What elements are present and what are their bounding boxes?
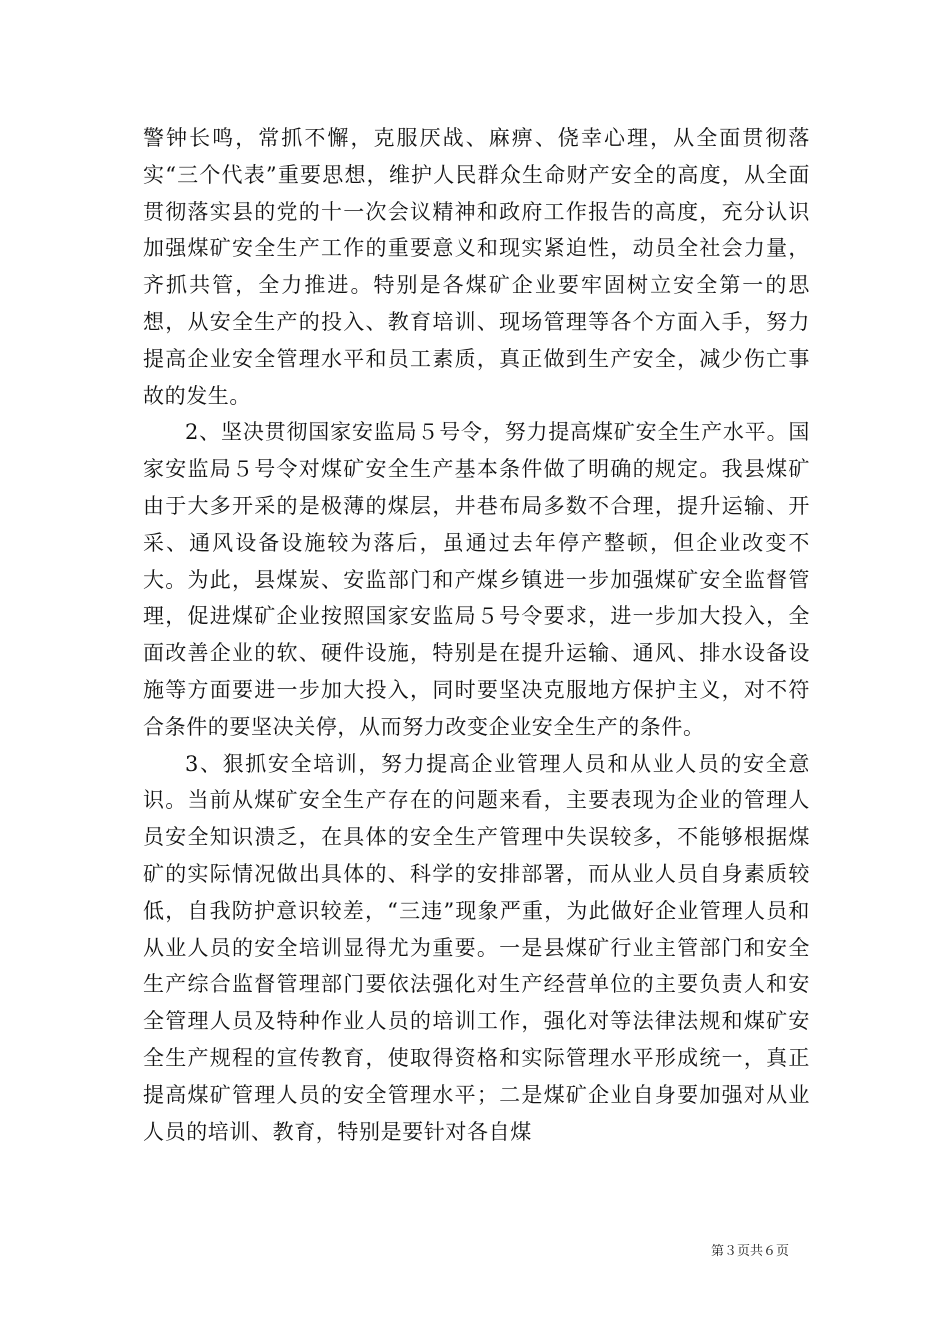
paragraph-item-3: 3、狠抓安全培训，努力提高企业管理人员和从业人员的安全意识。当前从煤矿安全生产存在的问题来看，主要表现为企业的管理人员安全知识溃乏，在具体的安全生产管理中失误较多，不能够根据煤矿的实际情况做出具体的、科学的安排部署，而从业人员自身素质较低，自我防护意识较差，“三违”现象严重，为此做好企业管理人员和从业人员的安全培训显得尤为重要。一是县煤矿行业主管部门和安全生产综合监督管理部门要依法强化对生产经营单位的主要负责人和安全管理人员及特种作业人员的培训工作，强化对等法律法规和煤矿安全生产规程的宣传教育，使取得资格和实际管理水平形成统一，真正提高煤矿管理人员的安全管理水平；二是煤矿企业自身要加强对从业人员的培训、教育，特别是要针对各自煤 xyxy=(143,751,810,1144)
page-number-footer: 第３页共６页 xyxy=(711,1244,790,1259)
paragraph-continuation: 警钟长鸣，常抓不懈，克服厌战、麻痹、侥幸心理，从全面贯彻落实“三个代表”重要思想，维护人民群众生命财产安全的高度，从全面贯彻落实县的党的十一次会议精神和政府工作报告的高度，充分认识加强煤矿安全生产工作的重要意义和现实紧迫性，动员全社会力量，齐抓共管，全力推进。特别是各煤矿企业要牢固树立安全第一的思想，从安全生产的投入、教育培训、现场管理等各个方面入手，努力提高企业安全管理水平和员工素质，真正做到生产安全，减少伤亡事故的发生。 xyxy=(143,126,810,408)
document-body xyxy=(143,120,810,1150)
paragraph-item-2: 2、坚决贯彻国家安监局５号令，努力提高煤矿安全生产水平。国家安监局５号令对煤矿安全生产基本条件做了明确的规定。我县煤矿由于大多开采的是极薄的煤层，井巷布局多数不合理，提升运输、开采、通风设备设施较为落后，虽通过去年停产整顿，但企业改变不大。为此，县煤炭、安监部门和产煤乡镇进一步加强煤矿安全监督管理，促进煤矿企业按照国家安监局５号令要求，进一步加大投入，全面改善企业的软、硬件设施，特别是在提升运输、通风、排水设备设施等方面要进一步加大投入，同时要坚决克服地方保护主义，对不符合条件的要坚决关停，从而努力改变企业安全生产的条件。 xyxy=(143,420,810,739)
